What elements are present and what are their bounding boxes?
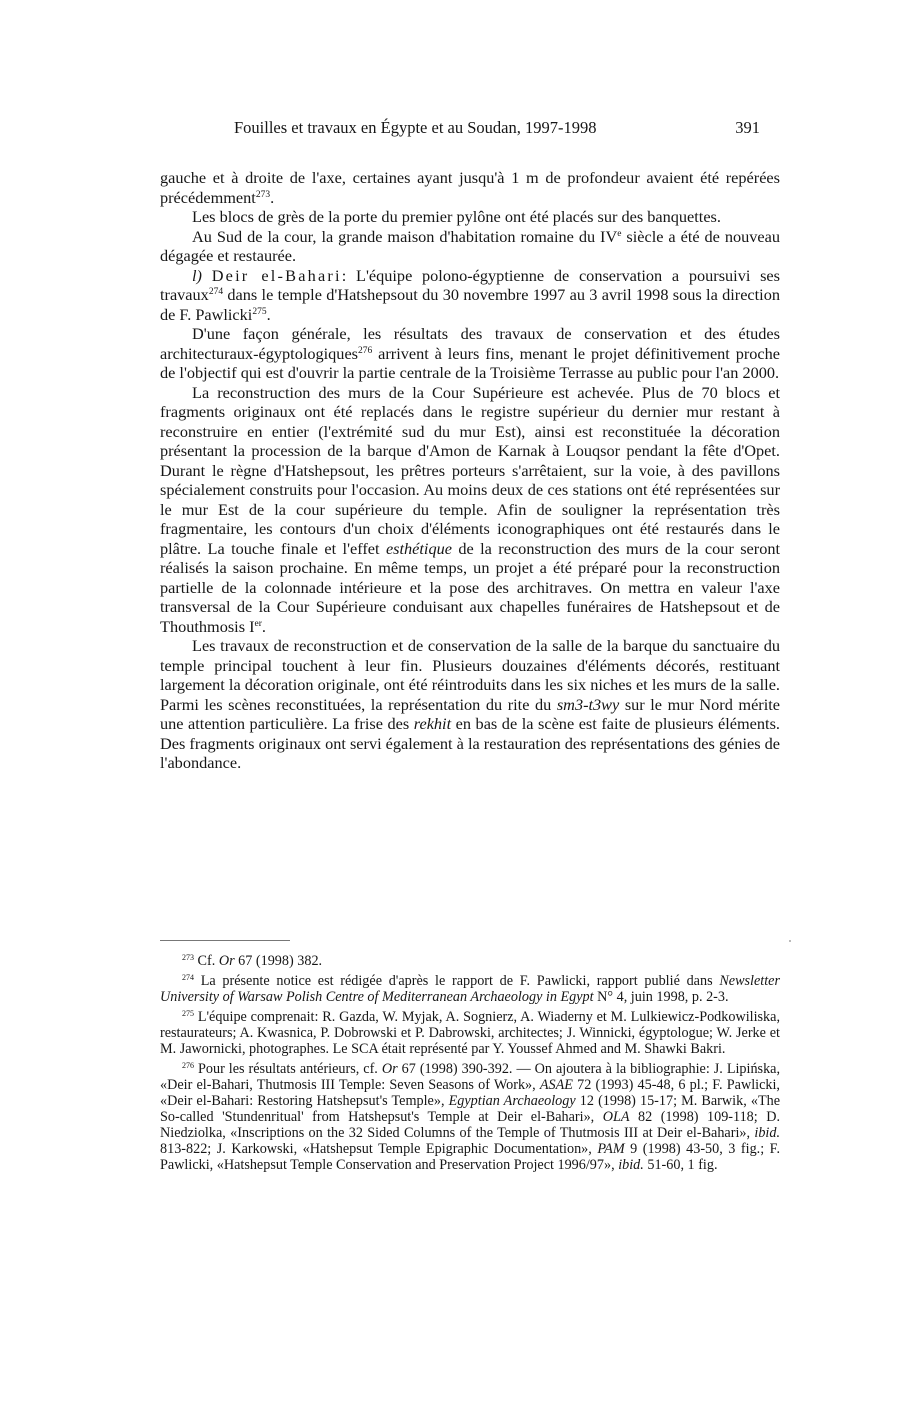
site-name: Deir el-Bahari xyxy=(211,265,342,285)
section-label: l) xyxy=(192,265,202,285)
main-text xyxy=(160,168,780,773)
paragraph-3: Au Sud de la cour, la grande maison d'habitation romaine du IVe siècle a été de nouveau dégagée et restaurée. xyxy=(160,226,780,265)
paragraph-1: gauche et à droite de l'axe, certaines ayant jusqu'à 1 m de profondeur avaient été repérées précédemment$^{273}$. xyxy=(160,168,780,207)
footnote-separator xyxy=(160,940,290,941)
footnote-ref-275: 275 xyxy=(252,306,267,317)
paragraph-4: l) Deir el-Bahari: L'équipe polono-égyptienne de conservation a poursuivi ses travaux$^{274}$ dans le temple d'Hatshepsout du 30 novembre 1997 au 3 avril 1998 sous la direction de F. Pawlicki$^{275}$. xyxy=(160,265,780,324)
page-header xyxy=(160,118,760,142)
paragraph-5: D'une façon générale, les résultats des travaux de conservation et des études architecturaux-égyptologiques$^{276}$ arrivent à leurs fins, menant le projet définitivement proche de l'objectif qui est d'ouvrir la partie centrale de la Troisième Terrasse au public pour l'an 2000. xyxy=(160,324,780,382)
running-title: Fouilles et travaux en Égypte et au Soudan, 1997-1998 xyxy=(234,118,597,137)
footnote-ref-276: 276 xyxy=(358,345,373,356)
footnote-ref-273: 273 xyxy=(255,189,271,200)
paragraph-2: Les blocs de grès de la porte du premier pylône ont été placés sur des banquettes. xyxy=(192,207,721,226)
footnote-274: $^{274}$ La présente notice est rédigée d'après le rapport de F. Pawlicki, rapport publié dans Newsletter University of Warsaw Polish Centre of Mediterranean Archaeology in Egypt N° 4, juin 1998, p. 2-3. xyxy=(160,973,780,1005)
paragraph-6: La reconstruction des murs de la Cour Supérieure est achevée. Plus de 70 blocs et fragments originaux ont été replacés dans le registre supérieur du dernier mur restant à reconstruire en entier (l'extrémité sud du mur Est), ainsi est reconstituée la décoration présentant la procession de la barque d'Amon de Karnak à Louqsor pendant la fête d'Opet. Durant le règne d'Hatshepsout, les prêtres porteurs s'arrêtaient, sur la voie, à des pavillons spécialement construits pour l'occasion. Au moins deux de ces stations ont été représentées sur le mur Est de la cour supérieure du temple. Afin de souligner la représentation très fragmentaire, les contours d'un choix d'éléments iconographiques ont été restaurés dans le plâtre. La touche finale et l'effet esthétique de la reconstruction des murs de la cour seront réalisés la saison prochaine. En même temps, un projet a été préparé pour la reconstruction partielle de la colonnade intérieure et la pose des architraves. On mettra en valeur l'axe transversal de la Cour Supérieure conduisant aux chapelles funéraires de Hatshepsout et de Thouthmosis Ier. xyxy=(160,382,780,636)
paragraph-7: Les travaux de reconstruction et de conservation de la salle de la barque du sanctuaire du temple principal touchent à leur fin. Plusieurs douzaines d'éléments décorés, restituant largement la décoration originale, ont été réintroduits dans les six niches et les murs de la salle. Parmi les scènes reconstituées, la représentation du rite du sm3-t3wy sur le mur Nord mérite une attention particulière. La frise des rekhit en bas de la scène est faite de plusieurs éléments. Des fragments originaux ont servi également à la restauration des représentations des génies de l'abondance. xyxy=(160,636,780,772)
scan-speck xyxy=(789,940,791,942)
footnote-275: $^{275}$ L'équipe comprenait: R. Gazda, W. Myjak, A. Sognierz, A. Wiaderny et M. Lulkiewicz-Podkowiliska, restaurateurs; A. Kwasnica, P. Dobrowski et P. Dabrowski, architectes; J. Winnicki, égyptologue; W. Jerke et M. Jawornicki, photographes. Le SCA était représenté par Y. Youssef Ahmed and M. Shawki Bakri. xyxy=(160,1009,780,1057)
footnotes xyxy=(160,953,780,1173)
footnote-ref-274: 274 xyxy=(208,287,224,297)
page-number: 391 xyxy=(735,118,760,137)
footnote-273: $^{273}$ Cf. Or 67 (1998) 382. xyxy=(182,953,323,969)
footnote-276: $^{276}$ Pour les résultats antérieurs, cf. Or 67 (1998) 390-392. — On ajoutera à la bibliographie: J. Lipińska, «Deir el-Bahari, Thutmosis III Temple: Seven Seasons of Work», ASAE 72 (1993) 45-48, 6 pl.; F. Pawlicki, «Deir el-Bahari: Restoring Hatshepsut's Temple», Egyptian Archaeology 12 (1998) 15-17; M. Barwik, «The So-called 'Stundenritual' from Hatshepsut's Temple at Deir el-Bahari», OLA 82 (1998) 109-118; D. Niedziolka, «Inscriptions on the 32 Sided Columns of the Temple of Thutmosis III at Deir el-Bahari», ibid. 813-822; J. Karkowski, «Hatshepsut Temple Epigraphic Documentation», PAM 9 (1998) 43-50, 3 fig.; F. Pawlicki, «Hatshepsut Temple Conservation and Preservation Project 1996/97», ibid. 51-60, 1 fig. xyxy=(160,1061,781,1173)
